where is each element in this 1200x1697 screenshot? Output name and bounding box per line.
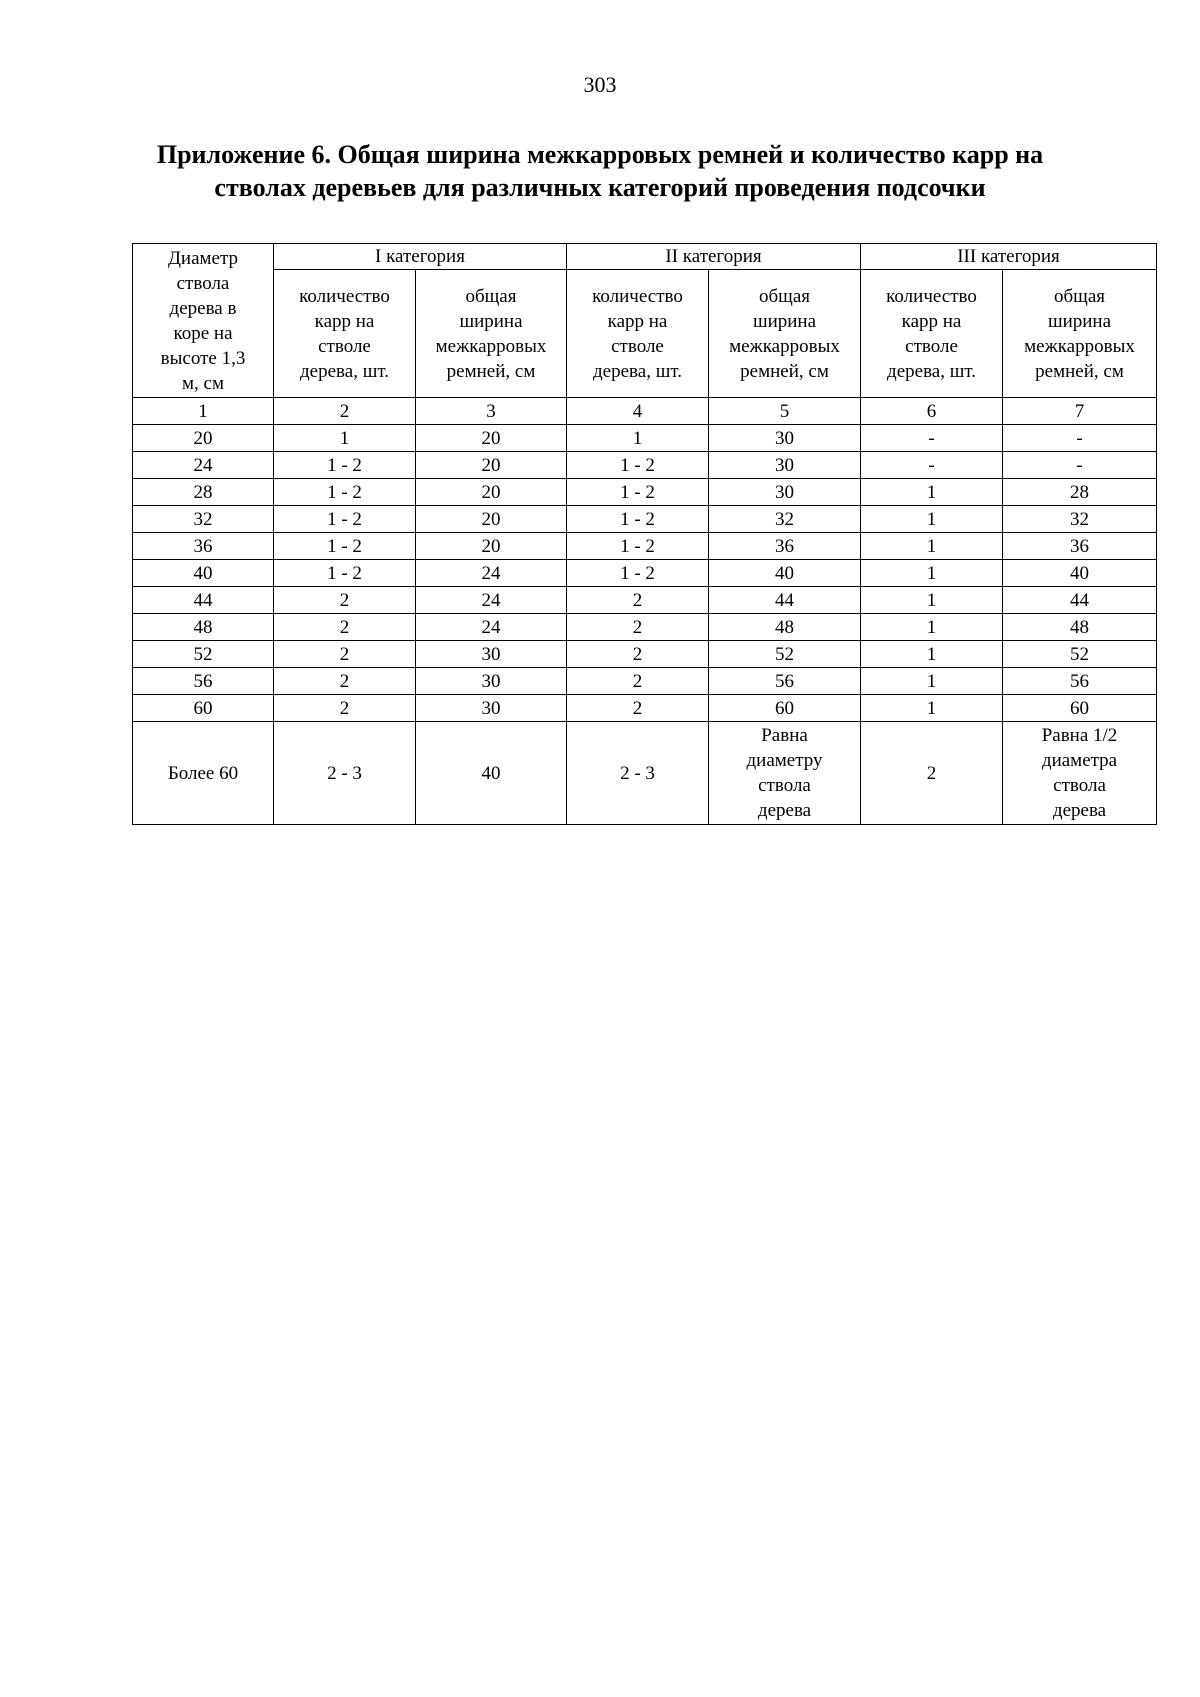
table-cell: 1 [567, 425, 709, 452]
table-cell: 30 [416, 668, 567, 695]
table-cell: 1 [861, 479, 1003, 506]
table-cell: 1 - 2 [274, 560, 416, 587]
table-cell: 32 [133, 506, 274, 533]
header-line: ствола [176, 272, 230, 294]
header-line: м, см [182, 372, 224, 394]
title-line-2: стволах деревьев для различных категорий проведения подсочки [214, 173, 986, 202]
table-cell: 24 [416, 560, 567, 587]
header-line: высоте 1,3 [160, 347, 246, 369]
table-row [133, 506, 1157, 533]
table-row [133, 425, 1157, 452]
table-cell: 60 [1003, 695, 1157, 722]
table-cell: 56 [709, 668, 861, 695]
table-cell: 2 [274, 587, 416, 614]
table-row [133, 695, 1157, 722]
table-cell: 1 [861, 506, 1003, 533]
table-cell: 1 - 2 [567, 560, 709, 587]
table-cell: 2 [567, 641, 709, 668]
header-line: общая [759, 285, 810, 307]
category-3-header: III категория [861, 244, 1157, 270]
cell-line: диаметра [1041, 750, 1118, 771]
table-cell: - [861, 452, 1003, 479]
table-row [133, 560, 1157, 587]
table-cell: 56 [133, 668, 274, 695]
header-line: количество [886, 285, 977, 307]
table-cell: 2 [274, 695, 416, 722]
table-cell: 1 [861, 641, 1003, 668]
table-body [133, 244, 1157, 825]
header-line: межкарровых [729, 335, 840, 357]
table-cell: 48 [133, 614, 274, 641]
table-cell: 28 [133, 479, 274, 506]
header-line: ремней, см [1035, 360, 1124, 382]
subheader-row [133, 270, 1157, 398]
table-row-over-60 [133, 722, 1157, 825]
table-cell: 20 [133, 425, 274, 452]
header-line: ремней, см [446, 360, 536, 382]
data-table [132, 243, 1157, 825]
table-cell: 40 [1003, 560, 1157, 587]
header-line: Диаметр [167, 247, 239, 269]
header-line: дерева, шт. [887, 360, 976, 382]
table-cell: 24 [416, 587, 567, 614]
table-cell: 20 [416, 533, 567, 560]
table-cell: 30 [416, 695, 567, 722]
category-2-header: II категория [567, 244, 861, 270]
table-cell: 1 - 2 [274, 533, 416, 560]
table-cell: 36 [133, 533, 274, 560]
table-cell: 1 - 2 [274, 452, 416, 479]
header-line: карр на [314, 310, 375, 332]
cat1-count-header [274, 270, 416, 398]
table-cell: 1 [861, 560, 1003, 587]
table-cell: 2 [567, 695, 709, 722]
cell-line: дерева [757, 800, 812, 821]
cell-line: дерева [1052, 800, 1107, 821]
table-cell: - [861, 425, 1003, 452]
header-line: ремней, см [740, 360, 829, 382]
table-row [133, 587, 1157, 614]
category-header-row [133, 244, 1157, 270]
header-line: ширина [1047, 310, 1112, 332]
table-cell: 30 [709, 452, 861, 479]
table-cell: - [1003, 425, 1157, 452]
cell-line: диаметру [746, 750, 823, 771]
header-line: количество [299, 285, 390, 307]
header-line: общая [1054, 285, 1105, 307]
table-cell: 40 [133, 560, 274, 587]
table-row [133, 614, 1157, 641]
header-line: дерева, шт. [593, 360, 682, 382]
table-cell: 2 [274, 614, 416, 641]
column-numbers-row [133, 398, 1157, 425]
column-number-cell: 2 [274, 398, 416, 425]
table-cell: 1 [274, 425, 416, 452]
table-cell: 30 [416, 641, 567, 668]
header-line: дерева, шт. [300, 360, 389, 382]
table-cell: 24 [416, 614, 567, 641]
title-line-1: Приложение 6. Общая ширина межкарровых ремней и количество карр на [156, 140, 1044, 169]
cell-line: Равна 1/2 [1041, 725, 1118, 746]
table-cell: 52 [709, 641, 861, 668]
table-cell: 48 [709, 614, 861, 641]
table-cell: 1 - 2 [567, 479, 709, 506]
category-1-header: I категория [274, 244, 567, 270]
table-cell [1003, 722, 1157, 825]
table-cell: 32 [709, 506, 861, 533]
table-cell: 32 [1003, 506, 1157, 533]
table-cell: 24 [133, 452, 274, 479]
column-number-cell: 3 [416, 398, 567, 425]
table-row [133, 479, 1157, 506]
table-cell: 1 [861, 668, 1003, 695]
header-line: межкарровых [1024, 335, 1135, 357]
column-number-cell: 1 [133, 398, 274, 425]
header-line: стволе [318, 335, 371, 357]
table-cell: 20 [416, 425, 567, 452]
table-cell: 36 [1003, 533, 1157, 560]
table-cell: 20 [416, 479, 567, 506]
cat2-width-header [709, 270, 861, 398]
table-cell: 1 [861, 587, 1003, 614]
table-cell: 2 [567, 587, 709, 614]
table-cell: 1 - 2 [274, 479, 416, 506]
table-cell: 1 [861, 533, 1003, 560]
table-cell: 2 - 3 [567, 722, 709, 825]
page-number: 303 [583, 72, 617, 97]
table-cell: 1 - 2 [567, 533, 709, 560]
header-line: ширина [752, 310, 817, 332]
cat3-width-header [1003, 270, 1157, 398]
header-line: ширина [459, 310, 523, 332]
table-row [133, 641, 1157, 668]
table-cell: 1 - 2 [567, 452, 709, 479]
table-cell: - [1003, 452, 1157, 479]
cell-line: Равна [761, 725, 808, 746]
cell-line: ствола [758, 775, 811, 796]
header-line: дерева в [169, 297, 237, 319]
cat3-count-header [861, 270, 1003, 398]
page-title [140, 138, 1060, 204]
table-cell: 2 [567, 614, 709, 641]
table-cell: Более 60 [133, 722, 274, 825]
header-line: карр на [607, 310, 668, 332]
column-number-cell: 4 [567, 398, 709, 425]
table-cell: 36 [709, 533, 861, 560]
column-number-cell: 5 [709, 398, 861, 425]
table-cell: 30 [709, 425, 861, 452]
table-cell: 56 [1003, 668, 1157, 695]
table-cell: 40 [709, 560, 861, 587]
column-number-cell: 7 [1003, 398, 1157, 425]
cat1-width-header [416, 270, 567, 398]
table-row [133, 533, 1157, 560]
table-cell: 1 - 2 [567, 506, 709, 533]
header-line: количество [592, 285, 683, 307]
table-cell: 20 [416, 506, 567, 533]
table-row [133, 668, 1157, 695]
table-cell: 2 - 3 [274, 722, 416, 825]
table-cell: 20 [416, 452, 567, 479]
table-cell: 48 [1003, 614, 1157, 641]
table-cell [709, 722, 861, 825]
table-cell: 2 [274, 668, 416, 695]
header-line: общая [465, 285, 517, 307]
table-cell: 30 [709, 479, 861, 506]
table-cell: 28 [1003, 479, 1157, 506]
header-line: стволе [905, 335, 958, 357]
table-cell: 2 [861, 722, 1003, 825]
table-cell: 60 [709, 695, 861, 722]
table-cell: 2 [274, 641, 416, 668]
table-cell: 1 [861, 695, 1003, 722]
table-cell: 40 [416, 722, 567, 825]
table-cell: 60 [133, 695, 274, 722]
table-cell: 1 [861, 614, 1003, 641]
table-cell: 44 [133, 587, 274, 614]
header-line: стволе [611, 335, 664, 357]
table-cell: 52 [133, 641, 274, 668]
cat2-count-header [567, 270, 709, 398]
diameter-header [133, 244, 274, 398]
table-cell: 44 [1003, 587, 1157, 614]
table-row [133, 452, 1157, 479]
header-line: межкарровых [435, 335, 547, 357]
cell-line: ствола [1053, 775, 1106, 796]
column-number-cell: 6 [861, 398, 1003, 425]
table-cell: 1 - 2 [274, 506, 416, 533]
table-cell: 44 [709, 587, 861, 614]
header-line: карр на [901, 310, 962, 332]
header-line: коре на [173, 322, 233, 344]
table-cell: 2 [567, 668, 709, 695]
table-cell: 52 [1003, 641, 1157, 668]
